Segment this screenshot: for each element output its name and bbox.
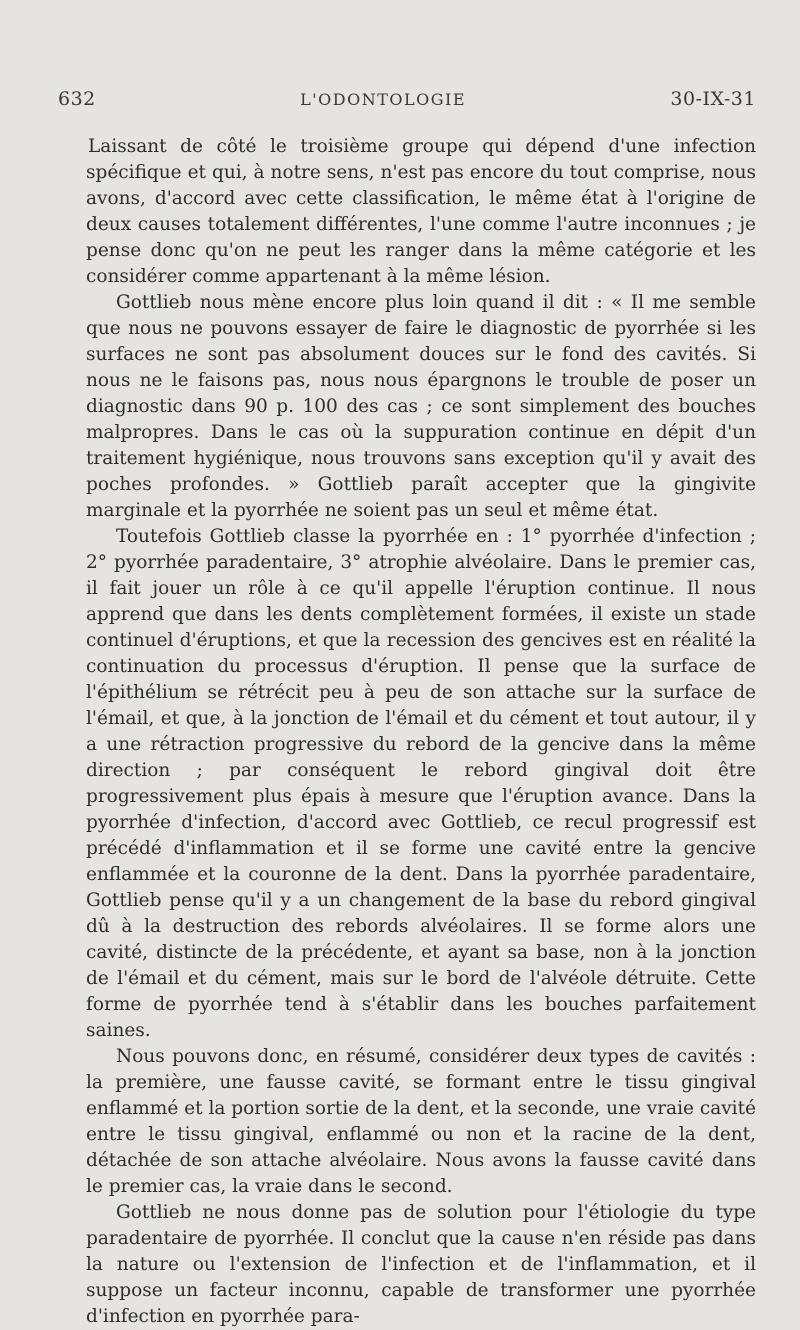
paragraph: Gottlieb nous mène encore plus loin quand il dit : « Il me semble que nous ne pouvons essayer de faire le diagnostic de pyorrhée si les surfaces ne sont pas absolument douces sur le fond des cavités. Si nous ne le faisons pas, nous nous épargnons le trouble de poser un diagnostic dans 90 p. 100 des cas ; ce sont simplement des bouches malpropres. Dans le cas où la suppuration continue en dépit d'un traitement hygiénique, nous trouvons sans exception qu'il y avait des poches profondes. » Gottlieb paraît accepter que la gingivite marginale et la pyorrhée ne soient pas un seul et même état. <box>86 292 756 521</box>
issue-date: 30-IX-31 <box>670 88 756 110</box>
paragraph: Gottlieb ne nous donne pas de solution pour l'étiologie du type paradentaire de pyorrhée. Il conclut que la cause n'en réside pas dans la nature ou l'extension de l'infection et de l'inflammation, et il suppose un facteur inconnu, capable de transformer une pyorrhée d'infection en pyorrhée para- <box>86 1202 756 1327</box>
paragraph: Toutefois Gottlieb classe la pyorrhée en : 1° pyorrhée d'infection ; 2° pyorrhée paradentaire, 3° atrophie alvéolaire. Dans le premier cas, il fait jouer un rôle à ce qu'il appelle l'éruption continue. Il nous apprend que dans les dents complètement formées, il existe un stade continuel d'éruptions, et que la recession des gencives est en réalité la continuation du processus d'éruption. Il pense que la surface de l'épithélium se rétrécit peu à peu de son attache sur la surface de l'émail, et que, à la jonction de l'émail et du cément et tout autour, il y a une rétraction progressive du rebord de la gencive dans la même direction ; par conséquent le rebord gingival doit être progressivement plus épais à mesure que l'éruption avance. Dans la pyorrhée d'infection, d'accord avec Gottlieb, ce recul progressif est précédé d'inflammation et il se forme une cavité entre la gencive enflammée et la couronne de la dent. Dans la pyorrhée paradentaire, Gottlieb pense qu'il y a un changement de la base du rebord gingival dû à la destruction des rebords alvéolaires. Il se forme alors une cavité, distincte de la précédente, et ayant sa base, non à la jonction de l'émail et du cément, mais sur le bord de l'alvéole détruite. Cette forme de pyorrhée tend à s'établir dans les bouches parfaitement saines. <box>86 526 756 1041</box>
page-number: 632 <box>58 88 96 110</box>
journal-title: L'ODONTOLOGIE <box>300 89 467 109</box>
paragraph: Nous pouvons donc, en résumé, considérer deux types de cavités : la première, une fausse cavité, se formant entre le tissu gingival enflammé et la portion sortie de la dent, et la seconde, une vraie cavité entre le tissu gingival, enflammé ou non et la racine de la dent, détachée de son attache alvéolaire. Nous avons la fausse cavité dans le premier cas, la vraie dans le second. <box>86 1046 756 1197</box>
body-text <box>86 134 756 1330</box>
paragraph: Laissant de côté le troisième groupe qui dépend d'une infection spécifique et qui, à notre sens, n'est pas encore du tout comprise, nous avons, d'accord avec cette classification, le même état à l'origine de deux causes totalement différentes, l'une comme l'autre inconnues ; je pense donc qu'on ne peut les ranger dans la même catégorie et les considérer comme appartenant à la même lésion. <box>86 136 756 287</box>
running-head <box>58 86 756 112</box>
